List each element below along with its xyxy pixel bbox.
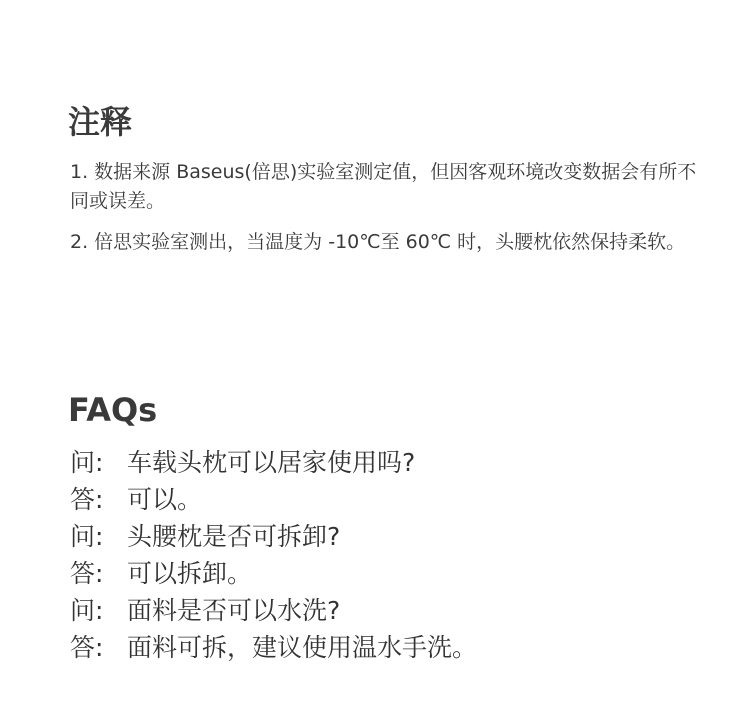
faq-prefix: 问: xyxy=(70,522,104,551)
faq-prefix: 问: xyxy=(70,596,104,625)
faq-question xyxy=(70,592,477,629)
faq-prefix: 答: xyxy=(70,485,104,514)
faq-answer xyxy=(70,555,477,592)
faq-text: 可以。 xyxy=(127,485,203,514)
faq-question xyxy=(70,444,477,481)
faq-text: 头腰枕是否可拆卸? xyxy=(127,522,341,551)
faq-prefix: 问: xyxy=(70,448,104,477)
faq-answer xyxy=(70,481,477,518)
faq-title: FAQs xyxy=(68,391,158,429)
faq-prefix: 答: xyxy=(70,633,104,662)
faq-text: 可以拆卸。 xyxy=(127,559,253,588)
faq-text: 车载头枕可以居家使用吗? xyxy=(127,448,416,477)
note-item-1: 1. 数据来源 Baseus(倍思)实验室测定值，但因客观环境改变数据会有所不同或误差。 xyxy=(70,161,697,212)
note-item-2: 2. 倍思实验室测出，当温度为 -10℃至 60℃ 时，头腰枕依然保持柔软。 xyxy=(70,231,686,253)
notes-title: 注释 xyxy=(68,103,133,141)
faq-text: 面料可拆，建议使用温水手洗。 xyxy=(127,633,478,662)
notes-list xyxy=(70,158,710,269)
faq-list xyxy=(70,444,477,666)
faq-question xyxy=(70,518,477,555)
faq-prefix: 答: xyxy=(70,559,104,588)
faq-answer xyxy=(70,629,477,666)
faq-text: 面料是否可以水洗? xyxy=(127,596,341,625)
